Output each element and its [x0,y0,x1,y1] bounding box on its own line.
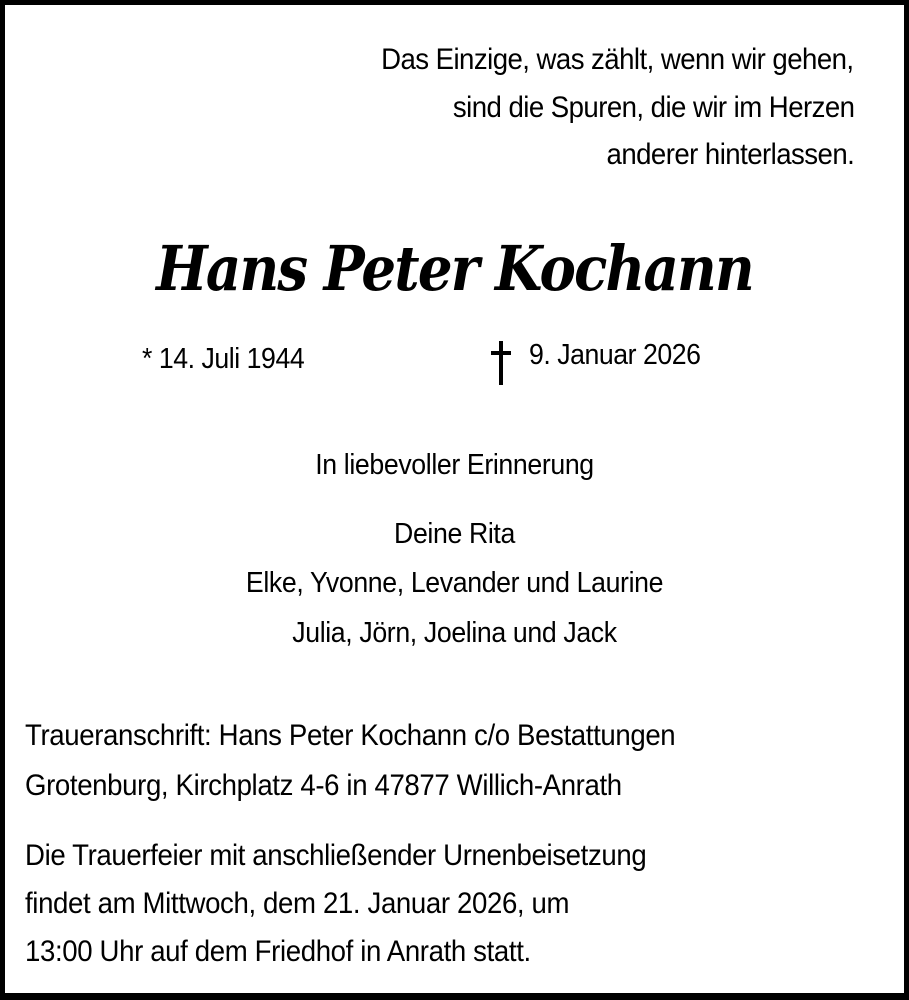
address-line: Traueranschrift: Hans Peter Kochann c/o Bestattungen [25,719,676,752]
cross-icon [489,341,513,385]
ceremony-line: Die Trauerfeier mit anschließender Urnenbeisetzung [25,839,647,872]
ceremony-line: findet am Mittwoch, dem 21. Januar 2026, um [25,887,570,920]
address-line: Grotenburg, Kirchplatz 4-6 in 47877 Willich-Anrath [25,769,622,802]
obituary-notice [5,5,904,993]
death-date: 9. Januar 2026 [529,339,701,371]
mourner-line: Elke, Yvonne, Levander und Laurine [245,567,664,599]
ceremony-line: 13:00 Uhr auf dem Friedhof in Anrath statt. [25,935,531,968]
mourner-line: Deine Rita [394,518,515,550]
quote-line: Das Einzige, was zählt, wenn wir gehen, [381,43,854,76]
mourner-line: Julia, Jörn, Joelina und Jack [292,617,617,649]
quote-line: sind die Spuren, die wir im Herzen [452,91,854,124]
remembrance-heading: In liebevoller Erinnerung [315,449,594,481]
deceased-name: Hans Peter Kochann [156,232,753,305]
birth-date: * 14. Juli 1944 [142,343,305,375]
quote-line: anderer hinterlassen. [606,138,854,171]
